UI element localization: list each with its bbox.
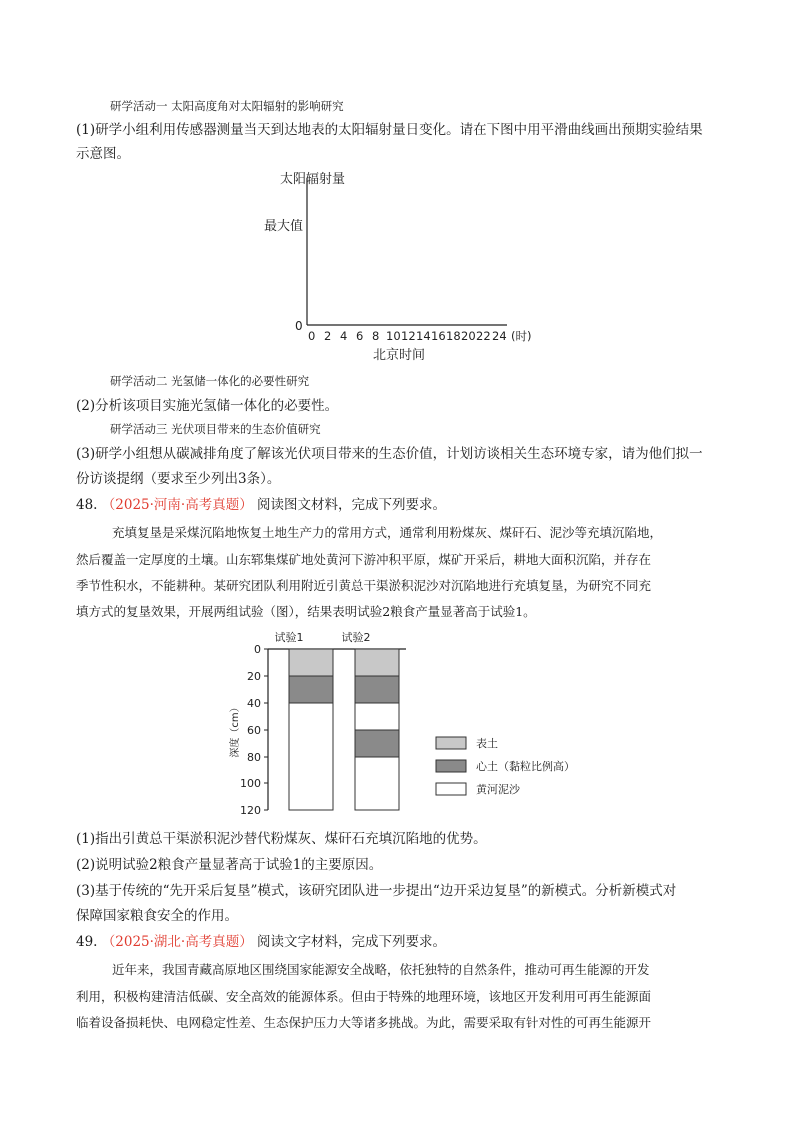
material-paragraph-line3: 季节性积水，不能耕种。某研究团队利用附近引黄总干渠淤积泥沙对沉陷地进行充填复垦，为研究不同充 <box>76 578 652 593</box>
trial2-subsoil-lower <box>355 730 399 757</box>
question-3-line1: (3)研学小组想从碳减排角度了解该光伏项目带来的生态价值，计划访谈相关生态环境专家，请为他们拟一 <box>76 446 703 462</box>
col2-label: 试验2 <box>341 631 371 644</box>
x-tick: 16 <box>431 329 446 343</box>
question-source: （2025·湖北·高考真题） <box>101 934 253 950</box>
trial1-river-sand <box>289 703 333 810</box>
material-paragraph-line4: 填方式的复垦效果，开展两组试验（图），结果表明试验2粮食产量显著高于试验1。 <box>76 604 536 619</box>
x-tick: 18 <box>446 329 461 343</box>
y-tick: 120 <box>240 804 261 817</box>
x-tick: 12 <box>401 329 416 343</box>
x-unit: (时) <box>511 329 532 343</box>
y-tick: 80 <box>247 751 261 764</box>
x-tick: 14 <box>416 329 431 343</box>
x-tick: 2 <box>324 329 332 343</box>
question-48-2: (2)说明试验2粮食产量显著高于试验1的主要原因。 <box>76 857 383 873</box>
q49-paragraph-line1: 近年来，我国青藏高原地区围绕国家能源安全战略，依托独特的自然条件，推动可再生能源的开发 <box>112 962 650 977</box>
x-axis-label: 北京时间 <box>373 348 426 363</box>
trial1-subsoil <box>289 676 333 703</box>
y-tick: 100 <box>240 777 261 790</box>
question-2: (2)分析该项目实施光氢储一体化的必要性。 <box>76 398 339 414</box>
question-number: 49. <box>76 934 98 950</box>
y-tick: 60 <box>247 724 261 737</box>
trial2-subsoil-upper <box>355 676 399 703</box>
question-number: 48. <box>76 497 98 513</box>
question-1-line2: 示意图。 <box>76 146 130 162</box>
trial2-river-sand-lower <box>355 757 399 810</box>
y-tick: 0 <box>254 643 261 656</box>
legend-swatch-river-sand <box>436 783 466 795</box>
question-1-line1: (1)研学小组利用传感器测量当天到达地表的太阳辐射量日变化。请在下图中用平滑曲线画出预期实验结果 <box>76 122 703 138</box>
question-48-header <box>76 495 726 515</box>
q49-paragraph-line3: 临着设备损耗快、电网稳定性差、生态保护压力大等诸多挑战。为此，需要采取有针对性的可再生能源开 <box>76 1015 652 1030</box>
x-tick: 8 <box>372 329 380 343</box>
trial1-topsoil <box>289 649 333 676</box>
q49-paragraph-line2: 利用，积极构建清洁低碳、安全高效的能源体系。但由于特殊的地理环境，该地区开发利用可再生能源面 <box>76 989 652 1004</box>
legend-label-topsoil: 表土 <box>476 737 498 750</box>
question-48-3-line2: 保障国家粮食安全的作用。 <box>76 908 238 924</box>
material-paragraph-line2: 然后覆盖一定厚度的土壤。山东郓集煤矿地处黄河下游冲积平原，煤矿开采后，耕地大面积沉陷，并存在 <box>76 552 652 567</box>
x-tick: 22 <box>476 329 491 343</box>
y-axis-label: 太阳辐射量 <box>280 172 346 187</box>
legend-label-river-sand: 黄河泥沙 <box>476 783 520 796</box>
legend-swatch-subsoil <box>436 760 466 772</box>
y-axis-label: 深度（cm） <box>230 702 241 758</box>
x-tick: 6 <box>356 329 364 343</box>
origin-label: 0 <box>295 319 303 333</box>
y-max-label: 最大值 <box>264 219 304 234</box>
trial2-river-sand-upper <box>355 703 399 730</box>
question-48-3-line1: (3)基于传统的“先开采后复垦”模式，该研究团队进一步提出“边开采边复垦”的新模式。分析新模式对 <box>76 883 677 899</box>
trial-profile-figure <box>226 627 606 817</box>
question-instruction: 阅读图文材料，完成下列要求。 <box>257 497 447 513</box>
activity3-title: 研学活动三 光伏项目带来的生态价值研究 <box>110 422 321 436</box>
activity2-title: 研学活动二 光氢储一体化的必要性研究 <box>110 374 310 388</box>
legend-swatch-topsoil <box>436 737 466 749</box>
question-48-1: (1)指出引黄总干渠淤积泥沙替代粉煤灰、煤矸石充填沉陷地的优势。 <box>76 831 487 847</box>
x-tick: 20 <box>461 329 476 343</box>
activity1-title: 研学活动一 太阳高度角对太阳辐射的影响研究 <box>110 99 344 113</box>
solar-radiation-figure <box>264 168 560 368</box>
question-source: （2025·河南·高考真题） <box>101 497 253 513</box>
question-49-header <box>76 932 726 952</box>
y-tick: 40 <box>247 697 261 710</box>
col1-label: 试验1 <box>274 631 304 644</box>
question-3-line2: 份访谈提纲（要求至少列出3条）。 <box>76 471 281 487</box>
trial2-topsoil <box>355 649 399 676</box>
x-tick: 10 <box>386 329 401 343</box>
legend-label-subsoil: 心土（黏粒比例高） <box>476 760 575 773</box>
question-instruction: 阅读文字材料，完成下列要求。 <box>257 934 447 950</box>
x-tick: 24 <box>492 329 507 343</box>
y-tick: 20 <box>247 670 261 683</box>
x-tick: 0 <box>308 329 316 343</box>
material-paragraph-line1: 充填复垦是采煤沉陷地恢复土地生产力的常用方式，通常利用粉煤灰、煤矸石、泥沙等充填沉陷地， <box>112 525 663 540</box>
x-ticks <box>308 329 507 343</box>
y-ticks <box>240 643 268 817</box>
legend <box>436 736 575 796</box>
x-tick: 4 <box>340 329 348 343</box>
